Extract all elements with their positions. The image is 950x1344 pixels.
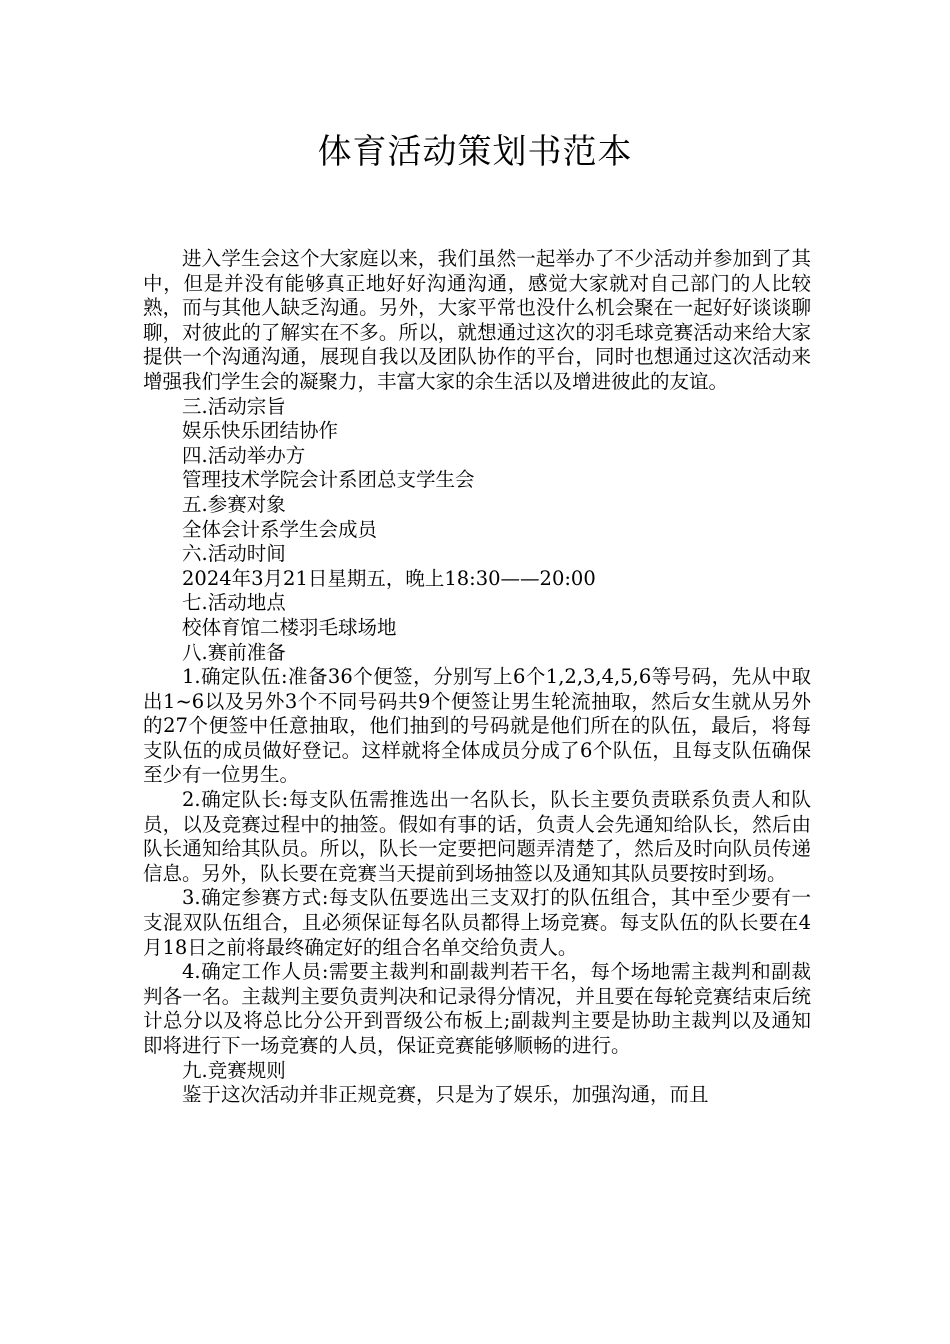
section-heading-participants: 五.参赛对象 [182,492,286,516]
section-heading-preparation: 八.赛前准备 [182,640,286,664]
intro-paragraph: 进入学生会这个大家庭以来，我们虽然一起举办了不少活动并参加到了其中，但是并没有能够真正地好好沟通沟通，感觉大家就对自己部门的人比较熟，而与其他人缺乏沟通。另外，大家平常也没什么机会聚在一起好好谈谈聊聊，对彼此的了解实在不多。所以，就想通过这次的羽毛球竞赛活动来给大家提供一个沟通沟通，展现自我以及团队协作的平台，同时也想通过这次活动来增强我们学生会的凝聚力，丰富大家的余生活以及增进彼此的友谊。 [143,247,811,393]
section-heading-organizer: 四.活动举办方 [182,443,306,467]
section-heading-rules: 九.竞赛规则 [182,1058,286,1082]
prep-item-teams: 1.确定队伍:准备36个便签，分别写上6个1,2,3,4,5,6等号码，先从中取出1~6以及另外3个不同号码共9个便签让男生轮流抽取，然后女生就从另外的27个便签中任意抽取，他们抽到的号码就是他们所在的队伍，最后，将每支队伍的成员做好登记。这样就将全体成员分成了6个队伍，且每支队伍确保至少有一位男生。 [143,665,811,787]
section-content-location: 校体育馆二楼羽毛球场地 [182,615,397,639]
document-title: 体育活动策划书范本 [317,132,633,172]
document-body [143,247,811,1108]
section-content-time: 2024年3月21日星期五，晚上18:30——20:00 [182,566,596,590]
section-heading-location: 七.活动地点 [182,591,286,615]
section-heading-time: 六.活动时间 [182,542,286,566]
section-content-participants: 全体会计系学生会成员 [182,517,378,541]
prep-item-format: 3.确定参赛方式:每支队伍要选出三支双打的队伍组合，其中至少要有一支混双队伍组合，且必须保证每名队员都得上场竞赛。每支队伍的队长要在4月18日之前将最终确定好的组合名单交给负责人。 [143,886,811,959]
prep-item-staff: 4.确定工作人员:需要主裁判和副裁判若干名，每个场地需主裁判和副裁判各一名。主裁判主要负责判决和记录得分情况，并且要在每轮竞赛结束后统计总分以及将总比分公开到晋级公布板上;副裁判主要是协助主裁判以及通知即将进行下一场竞赛的人员，保证竞赛能够顺畅的进行。 [143,960,811,1057]
section-content-purpose: 娱乐快乐团结协作 [182,419,339,443]
prep-item-captains: 2.确定队长:每支队伍需推选出一名队长，队长主要负责联系负责人和队员，以及竞赛过程中的抽签。假如有事的话，负责人会先通知给队长，然后由队长通知给其队员。所以，队长一定要把问题弄清楚了，然后及时向队员传递信息。另外，队长要在竞赛当天提前到场抽签以及通知其队员要按时到场。 [143,788,811,885]
section-heading-purpose: 三.活动宗旨 [182,394,286,418]
rules-paragraph: 鉴于这次活动并非正规竞赛，只是为了娱乐，加强沟通，而且 [182,1083,709,1107]
section-content-organizer: 管理技术学院会计系团总支学生会 [182,468,475,492]
